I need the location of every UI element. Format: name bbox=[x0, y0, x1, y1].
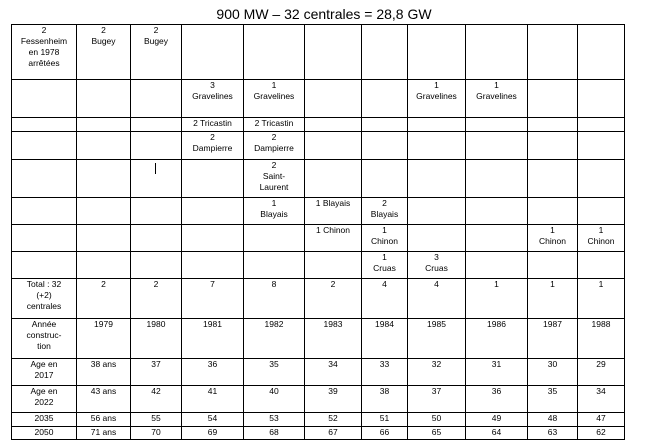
cell-annee-6 bbox=[362, 319, 408, 359]
cell-text: 2 bbox=[101, 25, 106, 35]
cell-r2-0 bbox=[12, 118, 77, 132]
cell-text: 1 bbox=[550, 279, 555, 289]
cell-text: Gravelines bbox=[476, 91, 517, 101]
cell-r0-0 bbox=[12, 25, 77, 80]
cell-r6-4 bbox=[244, 225, 305, 252]
cell-text: Blayais bbox=[370, 209, 399, 219]
table-row-r3 bbox=[12, 132, 625, 160]
cell-text: 41 bbox=[207, 386, 218, 396]
cell-text: 68 bbox=[269, 427, 279, 437]
table-row-total bbox=[12, 279, 625, 319]
cell-text: 1 bbox=[494, 279, 499, 289]
table-row-y2050 bbox=[12, 427, 625, 440]
cell-text: 1 bbox=[271, 80, 277, 90]
cell-age2017-7 bbox=[408, 359, 466, 386]
cell-r2-8 bbox=[466, 118, 528, 132]
cell-age2022-0 bbox=[12, 386, 77, 413]
cell-total-2 bbox=[131, 279, 182, 319]
cell-r4-0 bbox=[12, 160, 77, 198]
cell-age2022-6 bbox=[362, 386, 408, 413]
cell-text: 49 bbox=[491, 413, 502, 423]
cell-text: 42 bbox=[151, 386, 161, 396]
cell-r4-9 bbox=[528, 160, 578, 198]
cell-text: 3 bbox=[434, 252, 439, 262]
cell-text: en 1978 bbox=[28, 47, 60, 57]
cell-text: 2 bbox=[153, 279, 159, 289]
cell-text: 1982 bbox=[264, 319, 284, 329]
cell-r2-9 bbox=[528, 118, 578, 132]
cell-text: 1988 bbox=[591, 319, 611, 329]
cell-y2035-1 bbox=[77, 413, 131, 427]
cell-text: 34 bbox=[596, 386, 606, 396]
cell-r5-10 bbox=[578, 198, 625, 225]
table-row-age2022 bbox=[12, 386, 625, 413]
cell-r0-9 bbox=[528, 25, 578, 80]
cell-r0-8 bbox=[466, 25, 528, 80]
cell-y2035-4 bbox=[244, 413, 305, 427]
cell-text: 1 bbox=[494, 80, 499, 90]
cell-text: 2 bbox=[41, 25, 47, 35]
cell-text: 52 bbox=[328, 413, 338, 423]
cell-y2050-7 bbox=[408, 427, 466, 440]
cell-age2017-0 bbox=[12, 359, 77, 386]
cell-r2-3 bbox=[182, 118, 244, 132]
cell-y2035-5 bbox=[305, 413, 362, 427]
cell-age2017-6 bbox=[362, 359, 408, 386]
cell-age2017-5 bbox=[305, 359, 362, 386]
cell-text: 63 bbox=[547, 427, 558, 437]
cell-text: Chinon bbox=[539, 236, 566, 246]
cell-text: Bugey bbox=[91, 36, 116, 46]
cell-text: 1980 bbox=[146, 319, 166, 329]
cell-text: 3 bbox=[210, 80, 215, 90]
cell-text: Total : 32 bbox=[26, 279, 62, 289]
cell-text: 56 ans bbox=[90, 413, 117, 423]
cell-text: Chinon bbox=[371, 236, 398, 246]
table-row-r6 bbox=[12, 225, 625, 252]
cell-y2050-4 bbox=[244, 427, 305, 440]
cell-age2022-4 bbox=[244, 386, 305, 413]
cell-text: 2050 bbox=[34, 427, 54, 437]
cell-total-3 bbox=[182, 279, 244, 319]
cell-total-8 bbox=[466, 279, 528, 319]
cell-y2035-10 bbox=[578, 413, 625, 427]
cell-text: 51 bbox=[379, 413, 390, 423]
cell-text: 37 bbox=[431, 386, 442, 396]
cell-r7-6 bbox=[362, 252, 408, 279]
cell-text: Chinon bbox=[587, 236, 615, 246]
cell-r7-3 bbox=[182, 252, 244, 279]
cell-r5-7 bbox=[408, 198, 466, 225]
reactor-table bbox=[11, 24, 625, 440]
cell-r3-5 bbox=[305, 132, 362, 160]
cell-r2-2 bbox=[131, 118, 182, 132]
cell-text: 1 bbox=[598, 225, 604, 235]
cell-text: 36 bbox=[491, 386, 502, 396]
cell-text: (+2) bbox=[36, 290, 52, 300]
cell-text: 2 bbox=[101, 279, 106, 289]
cell-age2022-8 bbox=[466, 386, 528, 413]
cell-text: 55 bbox=[151, 413, 161, 423]
cell-r5-1 bbox=[77, 198, 131, 225]
cell-age2022-9 bbox=[528, 386, 578, 413]
cell-r0-3 bbox=[182, 25, 244, 80]
cell-text: 1981 bbox=[203, 319, 222, 329]
cell-y2050-8 bbox=[466, 427, 528, 440]
cell-r1-6 bbox=[362, 80, 408, 118]
cell-text: 1 bbox=[598, 279, 604, 289]
cell-r3-7 bbox=[408, 132, 466, 160]
cell-r5-5 bbox=[305, 198, 362, 225]
cell-annee-1 bbox=[77, 319, 131, 359]
cell-text: 36 bbox=[207, 359, 218, 369]
table-row-annee bbox=[12, 319, 625, 359]
cell-text: 71 ans bbox=[90, 427, 117, 437]
cell-y2050-1 bbox=[77, 427, 131, 440]
cell-text: Gravelines bbox=[416, 91, 457, 101]
cell-text: 2035 bbox=[34, 413, 54, 423]
cell-text: 31 bbox=[491, 359, 502, 369]
cell-age2022-3 bbox=[182, 386, 244, 413]
cell-text: 1983 bbox=[323, 319, 343, 329]
cell-text: 1 bbox=[434, 80, 439, 90]
cell-y2050-0 bbox=[12, 427, 77, 440]
cell-text: Bugey bbox=[143, 36, 169, 46]
cell-text: 53 bbox=[269, 413, 279, 423]
cell-r7-7 bbox=[408, 252, 466, 279]
cell-text: 32 bbox=[431, 359, 442, 369]
cell-annee-8 bbox=[466, 319, 528, 359]
cell-r3-1 bbox=[77, 132, 131, 160]
cell-r7-9 bbox=[528, 252, 578, 279]
cell-text: 69 bbox=[207, 427, 218, 437]
cell-r1-5 bbox=[305, 80, 362, 118]
cell-age2017-1 bbox=[77, 359, 131, 386]
cell-r5-8 bbox=[466, 198, 528, 225]
cell-r4-3 bbox=[182, 160, 244, 198]
cell-age2017-4 bbox=[244, 359, 305, 386]
cell-age2022-1 bbox=[77, 386, 131, 413]
cell-r5-6 bbox=[362, 198, 408, 225]
cell-text: 2 Tricastin bbox=[193, 118, 232, 128]
cell-r3-6 bbox=[362, 132, 408, 160]
cell-age2017-9 bbox=[528, 359, 578, 386]
cell-r3-10 bbox=[578, 132, 625, 160]
cell-text: 35 bbox=[269, 359, 279, 369]
cell-r2-7 bbox=[408, 118, 466, 132]
cell-text: 2 bbox=[210, 132, 215, 142]
cell-r6-7 bbox=[408, 225, 466, 252]
cell-text: 62 bbox=[596, 427, 606, 437]
cell-text: 1 bbox=[382, 252, 387, 262]
cell-text: 1984 bbox=[375, 319, 394, 329]
table-row-y2035 bbox=[12, 413, 625, 427]
cell-r6-5 bbox=[305, 225, 362, 252]
cell-text: 1979 bbox=[94, 319, 113, 329]
cell-text: arrêtées bbox=[28, 58, 60, 68]
cell-text: 50 bbox=[431, 413, 442, 423]
table-row-r2 bbox=[12, 118, 625, 132]
cell-text: 40 bbox=[269, 386, 279, 396]
cell-text: Année bbox=[31, 319, 57, 329]
cell-y2050-3 bbox=[182, 427, 244, 440]
cell-text: 65 bbox=[431, 427, 442, 437]
cell-y2050-6 bbox=[362, 427, 408, 440]
cell-r2-6 bbox=[362, 118, 408, 132]
cell-text: 8 bbox=[271, 279, 277, 289]
cell-r7-8 bbox=[466, 252, 528, 279]
cell-text: Age en bbox=[30, 386, 58, 396]
cell-text: 1 bbox=[550, 225, 555, 235]
cell-r7-5 bbox=[305, 252, 362, 279]
cell-r0-1 bbox=[77, 25, 131, 80]
table-row-r4 bbox=[12, 160, 625, 198]
cell-age2022-7 bbox=[408, 386, 466, 413]
cell-r3-4 bbox=[244, 132, 305, 160]
cell-r5-2 bbox=[131, 198, 182, 225]
cell-age2017-10 bbox=[578, 359, 625, 386]
cell-annee-4 bbox=[244, 319, 305, 359]
cell-r4-2 bbox=[131, 160, 182, 198]
cell-text: Age en bbox=[30, 359, 58, 369]
cell-r7-1 bbox=[77, 252, 131, 279]
cell-text: 29 bbox=[596, 359, 606, 369]
cell-total-5 bbox=[305, 279, 362, 319]
cell-y2050-5 bbox=[305, 427, 362, 440]
cell-r2-1 bbox=[77, 118, 131, 132]
cell-age2022-2 bbox=[131, 386, 182, 413]
cell-text: 43 ans bbox=[90, 386, 117, 396]
cell-r4-1 bbox=[77, 160, 131, 198]
cell-annee-3 bbox=[182, 319, 244, 359]
cell-text: 1 bbox=[382, 225, 387, 235]
cell-annee-5 bbox=[305, 319, 362, 359]
cell-annee-9 bbox=[528, 319, 578, 359]
cell-text: Laurent bbox=[259, 182, 289, 192]
cell-r1-10 bbox=[578, 80, 625, 118]
cell-r7-0 bbox=[12, 252, 77, 279]
cell-r3-3 bbox=[182, 132, 244, 160]
cell-text: 67 bbox=[328, 427, 338, 437]
cell-text: 70 bbox=[151, 427, 161, 437]
cell-y2050-2 bbox=[131, 427, 182, 440]
cell-r0-5 bbox=[305, 25, 362, 80]
cell-total-1 bbox=[77, 279, 131, 319]
cell-r2-4 bbox=[244, 118, 305, 132]
cell-text: 2 bbox=[271, 132, 277, 142]
cell-text: Cruas bbox=[425, 263, 448, 273]
cell-text: Dampierre bbox=[192, 143, 233, 153]
cell-y2035-0 bbox=[12, 413, 77, 427]
cell-text: 4 bbox=[382, 279, 387, 289]
cell-text: 33 bbox=[379, 359, 390, 369]
cell-text: 2022 bbox=[34, 397, 54, 407]
cell-r0-6 bbox=[362, 25, 408, 80]
cell-y2035-7 bbox=[408, 413, 466, 427]
cell-text: Fessenheim bbox=[20, 36, 68, 46]
cell-text: 47 bbox=[596, 413, 606, 423]
cell-r0-10 bbox=[578, 25, 625, 80]
cell-text: 37 bbox=[151, 359, 161, 369]
cell-text: Gravelines bbox=[192, 91, 233, 101]
cell-text: 66 bbox=[379, 427, 390, 437]
cell-y2035-9 bbox=[528, 413, 578, 427]
cell-annee-10 bbox=[578, 319, 625, 359]
cell-age2017-8 bbox=[466, 359, 528, 386]
cell-text: 1 Chinon bbox=[315, 225, 351, 235]
cell-y2035-3 bbox=[182, 413, 244, 427]
cell-text: 34 bbox=[328, 359, 338, 369]
cell-r0-4 bbox=[244, 25, 305, 80]
cell-text: 2 bbox=[271, 160, 277, 170]
cell-text: 38 ans bbox=[90, 359, 117, 369]
table-row-r1 bbox=[12, 80, 625, 118]
cell-r3-8 bbox=[466, 132, 528, 160]
cell-r5-0 bbox=[12, 198, 77, 225]
cell-text: 7 bbox=[210, 279, 215, 289]
cell-y2035-2 bbox=[131, 413, 182, 427]
cell-annee-7 bbox=[408, 319, 466, 359]
cell-total-0 bbox=[12, 279, 77, 319]
cell-text: 54 bbox=[207, 413, 218, 423]
cell-r3-0 bbox=[12, 132, 77, 160]
cell-r7-2 bbox=[131, 252, 182, 279]
cell-text: 30 bbox=[547, 359, 558, 369]
cell-text: construc- bbox=[26, 330, 62, 340]
table-row-age2017 bbox=[12, 359, 625, 386]
cell-r1-8 bbox=[466, 80, 528, 118]
cell-r4-7 bbox=[408, 160, 466, 198]
cell-r3-2 bbox=[131, 132, 182, 160]
cell-text: 1985 bbox=[427, 319, 446, 329]
cell-text: 2017 bbox=[34, 370, 54, 380]
cell-text: Saint- bbox=[262, 171, 286, 181]
cell-y2050-10 bbox=[578, 427, 625, 440]
cell-y2035-6 bbox=[362, 413, 408, 427]
cell-total-7 bbox=[408, 279, 466, 319]
cell-r0-2 bbox=[131, 25, 182, 80]
cell-text: 4 bbox=[434, 279, 439, 289]
cell-text: 2 bbox=[382, 198, 387, 208]
cell-r6-1 bbox=[77, 225, 131, 252]
cell-r1-4 bbox=[244, 80, 305, 118]
cell-text: 38 bbox=[379, 386, 390, 396]
cell-total-4 bbox=[244, 279, 305, 319]
cell-r6-3 bbox=[182, 225, 244, 252]
page-title: 900 MW – 32 centrales = 28,8 GW bbox=[216, 6, 432, 22]
cell-r6-10 bbox=[578, 225, 625, 252]
cell-r7-4 bbox=[244, 252, 305, 279]
cell-total-9 bbox=[528, 279, 578, 319]
cell-r2-5 bbox=[305, 118, 362, 132]
cell-r7-10 bbox=[578, 252, 625, 279]
cell-r5-3 bbox=[182, 198, 244, 225]
cell-total-10 bbox=[578, 279, 625, 319]
cell-y2035-8 bbox=[466, 413, 528, 427]
cell-r3-9 bbox=[528, 132, 578, 160]
cell-text: 35 bbox=[547, 386, 558, 396]
cell-r4-8 bbox=[466, 160, 528, 198]
cell-r1-0 bbox=[12, 80, 77, 118]
cell-text: 2 bbox=[153, 25, 159, 35]
text-cursor bbox=[155, 163, 156, 174]
cell-r6-9 bbox=[528, 225, 578, 252]
cell-r6-0 bbox=[12, 225, 77, 252]
cell-text: Cruas bbox=[373, 263, 396, 273]
cell-annee-2 bbox=[131, 319, 182, 359]
cell-text: Dampierre bbox=[254, 143, 294, 153]
cell-r1-2 bbox=[131, 80, 182, 118]
cell-r4-10 bbox=[578, 160, 625, 198]
cell-r6-8 bbox=[466, 225, 528, 252]
cell-r1-3 bbox=[182, 80, 244, 118]
cell-r6-6 bbox=[362, 225, 408, 252]
cell-r4-6 bbox=[362, 160, 408, 198]
cell-text: 1 bbox=[271, 198, 277, 208]
cell-age2022-10 bbox=[578, 386, 625, 413]
cell-text: centrales bbox=[26, 301, 62, 311]
cell-r5-4 bbox=[244, 198, 305, 225]
cell-age2022-5 bbox=[305, 386, 362, 413]
cell-r2-10 bbox=[578, 118, 625, 132]
table-row-r0 bbox=[12, 25, 625, 80]
cell-text: 1986 bbox=[487, 319, 506, 329]
table-row-r7 bbox=[12, 252, 625, 279]
cell-text: 48 bbox=[547, 413, 558, 423]
cell-text: Gravelines bbox=[253, 91, 295, 101]
cell-text: 2 bbox=[330, 279, 336, 289]
cell-text: tion bbox=[37, 341, 51, 351]
cell-r1-1 bbox=[77, 80, 131, 118]
cell-r4-4 bbox=[244, 160, 305, 198]
cell-text: 39 bbox=[328, 386, 338, 396]
cell-r4-5 bbox=[305, 160, 362, 198]
cell-annee-0 bbox=[12, 319, 77, 359]
cell-r5-9 bbox=[528, 198, 578, 225]
cell-r1-7 bbox=[408, 80, 466, 118]
cell-text: Blayais bbox=[260, 209, 288, 219]
cell-text: 1 Blayais bbox=[315, 198, 351, 208]
cell-age2017-2 bbox=[131, 359, 182, 386]
cell-text: 2 Tricastin bbox=[254, 118, 294, 128]
cell-age2017-3 bbox=[182, 359, 244, 386]
cell-y2050-9 bbox=[528, 427, 578, 440]
cell-total-6 bbox=[362, 279, 408, 319]
cell-text: 64 bbox=[491, 427, 502, 437]
cell-r6-2 bbox=[131, 225, 182, 252]
cell-r0-7 bbox=[408, 25, 466, 80]
table-row-r5 bbox=[12, 198, 625, 225]
cell-text: 1987 bbox=[543, 319, 562, 329]
cell-r1-9 bbox=[528, 80, 578, 118]
